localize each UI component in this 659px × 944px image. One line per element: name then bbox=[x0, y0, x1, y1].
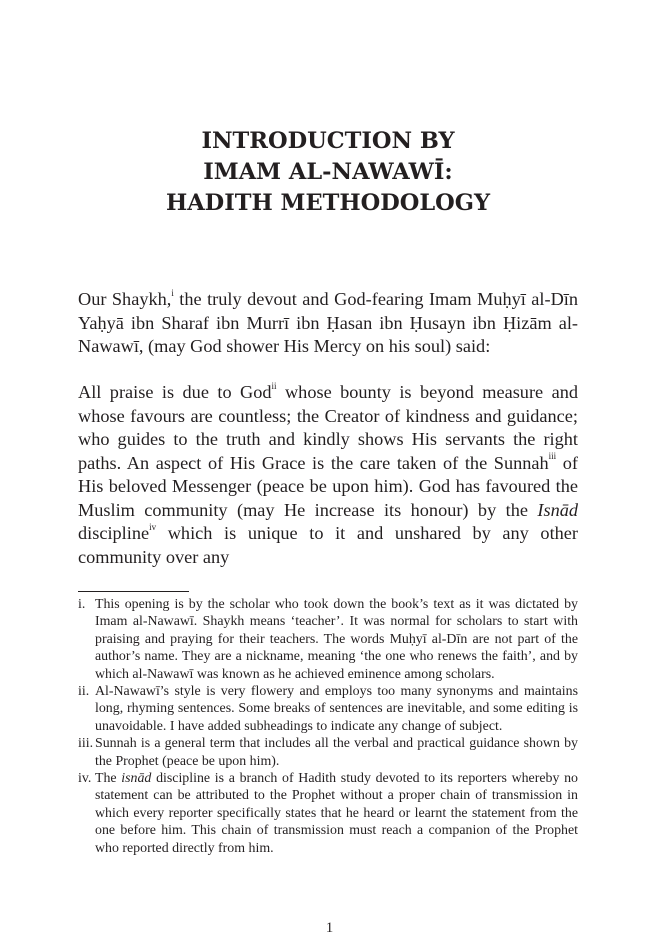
footnote-text bbox=[95, 771, 578, 856]
footnote-mark: iii. bbox=[78, 736, 94, 752]
isnad-term: isnād bbox=[121, 771, 152, 787]
praise-text-b: whose bounty is beyond measure and whose favours are countless; the Creator of kindness and guidance; who guides to the truth and kindly shows His servants the right paths. An aspect of His Grace is the care taken of the Sunnah bbox=[78, 382, 578, 473]
chapter-title-line-2: IMAM AL-NAWAWĪ: bbox=[203, 159, 453, 185]
footnote-text: Al-Nawawī’s style is very flowery and employs too many synonyms and maintains long, rhyming sentences. Some breaks of sentences are inevitable, and some editing is unavoidable. I have added subheadings to indicate any change of subject. bbox=[95, 684, 578, 734]
chapter-title-line-1: INTRODUCTION BY bbox=[201, 128, 455, 154]
isnad-term: Isnād bbox=[537, 499, 578, 520]
footnote-iii bbox=[78, 735, 578, 770]
footnote-text-start: The bbox=[95, 771, 122, 787]
footnote-mark: ii. bbox=[78, 684, 90, 700]
footnote-separator bbox=[78, 591, 189, 592]
opening-text-rest: the truly devout and God-fearing Imam Muḥyī al-Dīn Yaḥyā ibn Sharaf ibn Murrī ibn Ḥasan ibn Ḥusayn ibn Ḥizām al-Nawawī, (may God shower His Mercy on his soul) said: bbox=[78, 289, 578, 356]
footnote-mark: i. bbox=[78, 597, 86, 612]
page-number: 1 bbox=[325, 920, 334, 936]
praise-text-c: of His beloved Messenger (peace be upon him). God has favoured the Muslim community (may He increase its honour) by the bbox=[78, 452, 578, 520]
footnote-iv bbox=[78, 770, 578, 857]
praise-text-d: discipline bbox=[78, 523, 150, 543]
footnote-text-rest: discipline is a branch of Hadith study devoted to its reporters whereby no statement can be attributed to the Prophet without a proper chain of transmission in which every reporter specifically states that he heard or learnt the statement from the one before him. This chain of transmission must reach a companion of the Prophet who reported directly from him. bbox=[95, 771, 578, 856]
chapter-title bbox=[78, 126, 578, 219]
footnote-ii bbox=[78, 683, 578, 735]
footnotes-list bbox=[78, 596, 578, 857]
opening-text-start: Our Shaykh, bbox=[78, 289, 172, 309]
chapter-title-line-3: HADITH METHODOLOGY bbox=[165, 190, 491, 216]
praise-paragraph bbox=[78, 381, 578, 569]
footnote-text: This opening is by the scholar who took down the book’s text as it was dictated by Imam al-Nawawī. Shaykh means ‘teacher’. It was normal for scholars to start with praising and praying for their teachers. The words Muḥyī al-Dīn are not part of the author’s name. They are a nickname, meaning ‘the one who renews the faith’, and by which al-Nawawī was known as he achieved eminence among scholars. bbox=[95, 597, 578, 682]
footnote-ref-i[interactable]: i bbox=[171, 287, 174, 298]
footnote-mark: iv. bbox=[78, 771, 92, 787]
praise-text-e: which is unique to it and unshared by any other community over any bbox=[78, 523, 578, 567]
footnote-text: Sunnah is a general term that includes all the verbal and practical guidance shown by the Prophet (peace be upon him). bbox=[95, 736, 578, 769]
footnote-i bbox=[78, 596, 578, 683]
footnote-ref-iv[interactable]: iv bbox=[149, 521, 157, 532]
praise-text-a: All praise is due to God bbox=[78, 382, 272, 402]
footnote-ref-ii[interactable]: ii bbox=[271, 380, 277, 391]
opening-paragraph bbox=[78, 288, 578, 359]
footnote-ref-iii[interactable]: iii bbox=[548, 451, 557, 462]
